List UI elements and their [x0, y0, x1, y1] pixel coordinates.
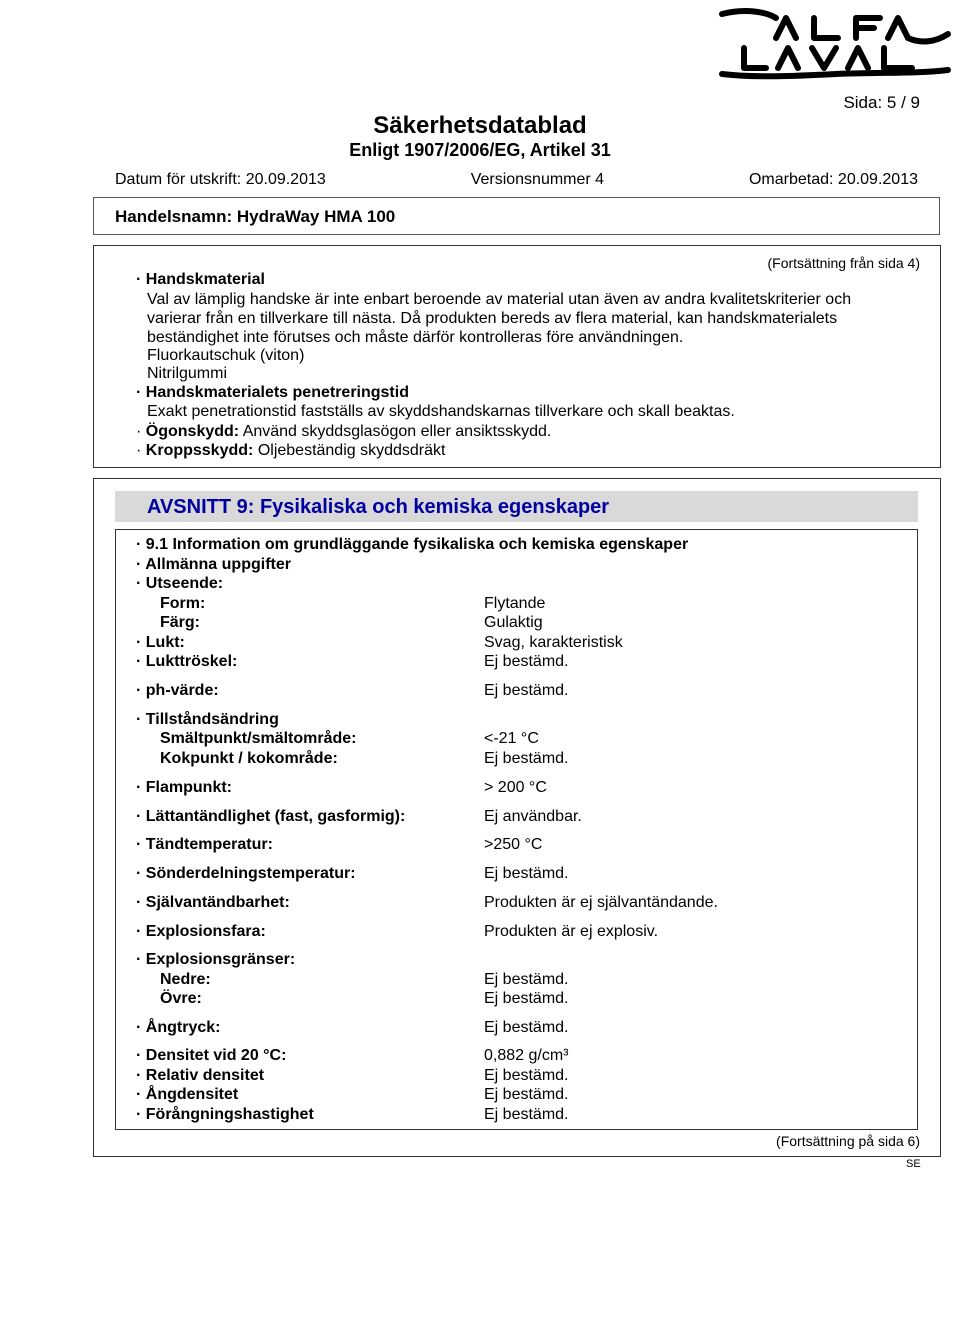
boiling-value: Ej bestämd. — [484, 750, 569, 767]
odor-label: · Lukt: — [136, 634, 185, 651]
ph-value: Ej bestämd. — [484, 682, 569, 699]
self-ignition-label: · Självantändbarhet: — [136, 894, 290, 911]
flammability-value: Ej användbar. — [484, 808, 582, 825]
upper-limit-label: Övre: — [160, 990, 202, 1007]
document-title: Säkerhetsdatablad — [373, 112, 587, 139]
continued-from: (Fortsättning från sida 4) — [767, 255, 920, 271]
color-label: Färg: — [160, 614, 200, 631]
version-number: Versionsnummer 4 — [470, 171, 605, 188]
vapor-pressure-value: Ej bestämd. — [484, 1019, 569, 1036]
melting-label: Smältpunkt/smältområde: — [160, 730, 357, 747]
odor-threshold-value: Ej bestämd. — [484, 653, 569, 670]
general-heading: · Allmänna uppgifter — [136, 556, 291, 573]
evaporation-rate-label: · Förångningshastighet — [136, 1106, 314, 1123]
density-label: · Densitet vid 20 °C: — [136, 1047, 287, 1064]
odor-threshold-label: · Lukttröskel: — [136, 653, 238, 670]
section-9-title: AVSNITT 9: Fysikaliska och kemiska egenskaper — [147, 496, 610, 518]
eye-protection: · Ögonskydd: Använd skyddsglasögon eller ansiktsskydd. — [136, 423, 552, 440]
flammability-label: · Lättantändlighet (fast, gasformig): — [136, 808, 406, 825]
print-date: Datum för utskrift: 20.09.2013 — [115, 171, 326, 188]
state-change-heading: · Tillståndsändring — [136, 711, 279, 728]
page-number: Sida: 5 / 9 — [843, 93, 920, 112]
boiling-label: Kokpunkt / kokområde: — [160, 750, 338, 767]
decomposition-value: Ej bestämd. — [484, 865, 569, 882]
revised-date: Omarbetad: 20.09.2013 — [748, 171, 918, 188]
glove-material-2: Nitrilgummi — [147, 365, 227, 382]
decomposition-label: · Sönderdelningstemperatur: — [136, 865, 356, 882]
explosion-hazard-label: · Explosionsfara: — [136, 923, 266, 940]
language-code: SE — [906, 1158, 921, 1170]
melting-value: <-21 °C — [484, 730, 539, 747]
vapor-density-label: · Ångdensitet — [136, 1086, 239, 1103]
relative-density-value: Ej bestämd. — [484, 1067, 569, 1084]
ignition-temp-label: · Tändtemperatur: — [136, 836, 273, 853]
form-value: Flytande — [484, 595, 546, 612]
explosion-limits-heading: · Explosionsgränser: — [136, 951, 296, 968]
evaporation-rate-value: Ej bestämd. — [484, 1106, 569, 1123]
color-value: Gulaktig — [484, 614, 543, 631]
self-ignition-value: Produkten är ej självantändande. — [484, 894, 718, 911]
odor-value: Svag, karakteristisk — [484, 634, 623, 651]
appearance-heading: · Utseende: — [136, 575, 224, 592]
document-meta-row — [115, 171, 918, 189]
explosion-hazard-value: Produkten är ej explosiv. — [484, 923, 659, 940]
glove-text-line-3: beständighet inte förutses och måste därför kontrolleras före användningen. — [147, 329, 684, 346]
product-name: Handelsnamn: HydraWay HMA 100 — [115, 207, 396, 226]
glove-text-line-2: varierar från en tillverkare till nästa. Då produkten bereds av flera material, kan handskmaterialets — [147, 310, 838, 327]
ignition-temp-value: >250 °C — [484, 836, 543, 853]
lower-limit-value: Ej bestämd. — [484, 971, 569, 988]
body-protection: · Kroppsskydd: Oljebeständig skyddsdräkt — [136, 442, 446, 459]
density-value: 0,882 g/cm³ — [484, 1047, 569, 1064]
penetration-text: Exakt penetrationstid fastställs av skyddshandskarnas tillverkare och skall beaktas. — [147, 403, 735, 420]
form-label: Form: — [160, 595, 206, 612]
flash-point-label: · Flampunkt: — [136, 779, 232, 796]
ph-label: · ph-värde: — [136, 682, 219, 699]
vapor-density-value: Ej bestämd. — [484, 1086, 569, 1103]
penetration-heading: · Handskmaterialets penetreringstid — [136, 384, 409, 401]
glove-text-line-1: Val av lämplig handske är inte enbart beroende av material utan även av andra kvalitetskriterier och — [147, 291, 852, 308]
lower-limit-label: Nedre: — [160, 971, 211, 988]
vapor-pressure-label: · Ångtryck: — [136, 1019, 221, 1036]
info-heading: · 9.1 Information om grundläggande fysikaliska och kemiska egenskaper — [136, 536, 689, 553]
upper-limit-value: Ej bestämd. — [484, 990, 569, 1007]
glove-material-1: Fluorkautschuk (viton) — [147, 347, 305, 364]
alfa-laval-logo — [716, 4, 954, 80]
glove-material-heading: · Handskmaterial — [136, 271, 265, 288]
continued-on: (Fortsättning på sida 6) — [776, 1133, 920, 1149]
relative-density-label: · Relativ densitet — [136, 1067, 265, 1084]
flash-point-value: > 200 °C — [484, 779, 547, 796]
document-subtitle: Enligt 1907/2006/EG, Artikel 31 — [349, 140, 611, 160]
